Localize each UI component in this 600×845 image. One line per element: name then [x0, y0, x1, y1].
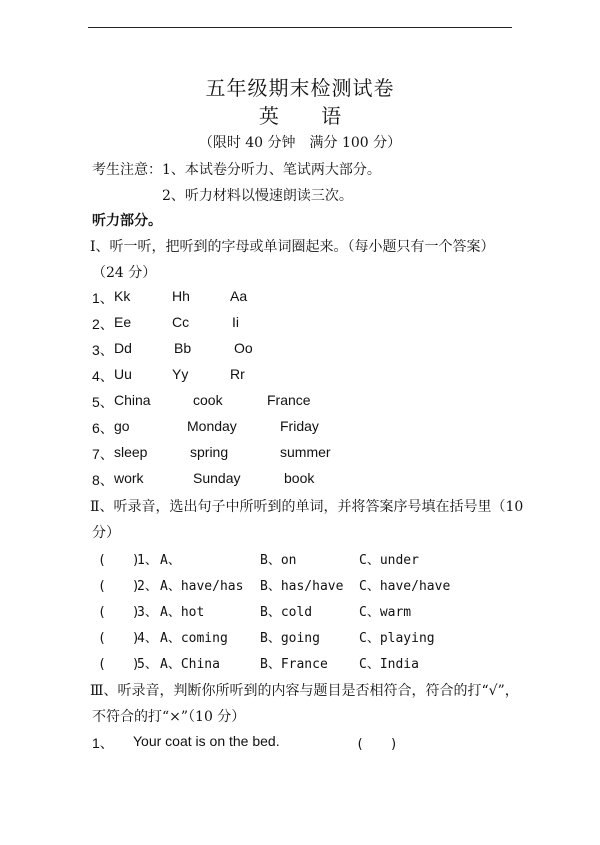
choice-b: Sunday — [193, 470, 241, 486]
choice-c: book — [284, 470, 315, 486]
statement-text: Your coat is on the bed. — [133, 733, 280, 749]
choice-a: China — [114, 392, 151, 408]
item-number: 1、 — [92, 735, 114, 751]
option-c: C、warm — [359, 605, 412, 620]
choice-b: spring — [190, 444, 229, 460]
listening-heading: 听力部分。 — [92, 213, 162, 229]
option-b: B、on — [260, 553, 297, 568]
item-number: 2、 — [92, 316, 114, 332]
option-b: B、going — [260, 631, 320, 646]
subject-title: 英 语 — [258, 104, 360, 128]
item-number: 2、 — [137, 579, 158, 594]
choice-b: cook — [193, 392, 223, 408]
choice-a: Ee — [114, 314, 132, 330]
note-line-2: 2、听力材料以慢速朗读三次。 — [162, 188, 353, 204]
answer-paren: ( ) — [98, 631, 140, 646]
answer-paren: ( ) — [356, 737, 398, 752]
choice-b: Monday — [187, 418, 237, 434]
choice-a: Uu — [114, 366, 132, 382]
item-number: 7、 — [92, 446, 114, 462]
section1-instruction: Ⅰ、听一听，把听到的字母或单词圈起来。（每小题只有一个答案） — [90, 239, 495, 255]
option-b: B、has/have — [260, 579, 344, 594]
choice-b: Bb — [174, 340, 192, 356]
option-b: B、cold — [260, 605, 313, 620]
option-c: C、India — [359, 657, 419, 672]
item-number: 6、 — [92, 420, 114, 436]
choice-a: work — [114, 470, 144, 486]
item-number: 4、 — [137, 631, 158, 646]
choice-a: Dd — [114, 340, 132, 356]
choice-c: France — [267, 392, 311, 408]
section2-instruction: Ⅱ、听录音，选出句子中所听到的单词，并将答案序号填在括号里（10 — [90, 499, 524, 515]
time-limit: （限时 40 分钟 满分 100 分） — [198, 135, 402, 151]
item-number: 3、 — [137, 605, 158, 620]
answer-paren: ( ) — [98, 553, 140, 568]
choice-c: summer — [280, 444, 331, 460]
item-number: 3、 — [92, 342, 114, 358]
item-number: 4、 — [92, 368, 114, 384]
option-c: C、under — [359, 553, 419, 568]
item-number: 1、 — [137, 553, 158, 568]
choice-c: Oo — [234, 340, 253, 356]
answer-paren: ( ) — [98, 657, 140, 672]
item-number: 8、 — [92, 472, 114, 488]
choice-c: Aa — [230, 288, 248, 304]
item-number: 1、 — [92, 290, 114, 306]
section3-instruction: Ⅲ、听录音，判断你所听到的内容与题目是否相符合，符合的打“√”， — [90, 683, 519, 699]
option-a: A、hot — [160, 605, 205, 620]
option-c: C、have/have — [359, 579, 451, 594]
choice-c: Ii — [232, 314, 239, 330]
answer-paren: ( ) — [98, 579, 140, 594]
option-a: A、have/has — [160, 579, 244, 594]
option-b: B、France — [260, 657, 328, 672]
choice-a: sleep — [114, 444, 148, 460]
answer-paren: ( ) — [98, 605, 140, 620]
option-a: A、coming — [160, 631, 228, 646]
choice-c: Friday — [280, 418, 319, 434]
choice-a: Kk — [114, 288, 131, 304]
choice-b: Cc — [172, 314, 190, 330]
choice-c: Rr — [230, 366, 245, 382]
option-a: A、China — [160, 657, 220, 672]
item-number: 5、 — [92, 394, 114, 410]
item-number: 5、 — [137, 657, 158, 672]
top-rule — [88, 27, 512, 28]
option-a: A、 — [160, 553, 181, 568]
choice-b: Hh — [172, 288, 190, 304]
section1-points: （24 分） — [92, 265, 157, 281]
note-line-1: 1、本试卷分听力、笔试两大部分。 — [162, 162, 381, 178]
section3-instruction-line2: 不符合的打“×”（10 分） — [92, 709, 246, 725]
choice-b: Yy — [172, 366, 189, 382]
option-c: C、playing — [359, 631, 435, 646]
page-title: 五年级期末检测试卷 — [205, 76, 395, 100]
section2-points: 分） — [92, 525, 120, 541]
notes-label: 考生注意： — [92, 162, 162, 178]
choice-a: go — [114, 418, 130, 434]
